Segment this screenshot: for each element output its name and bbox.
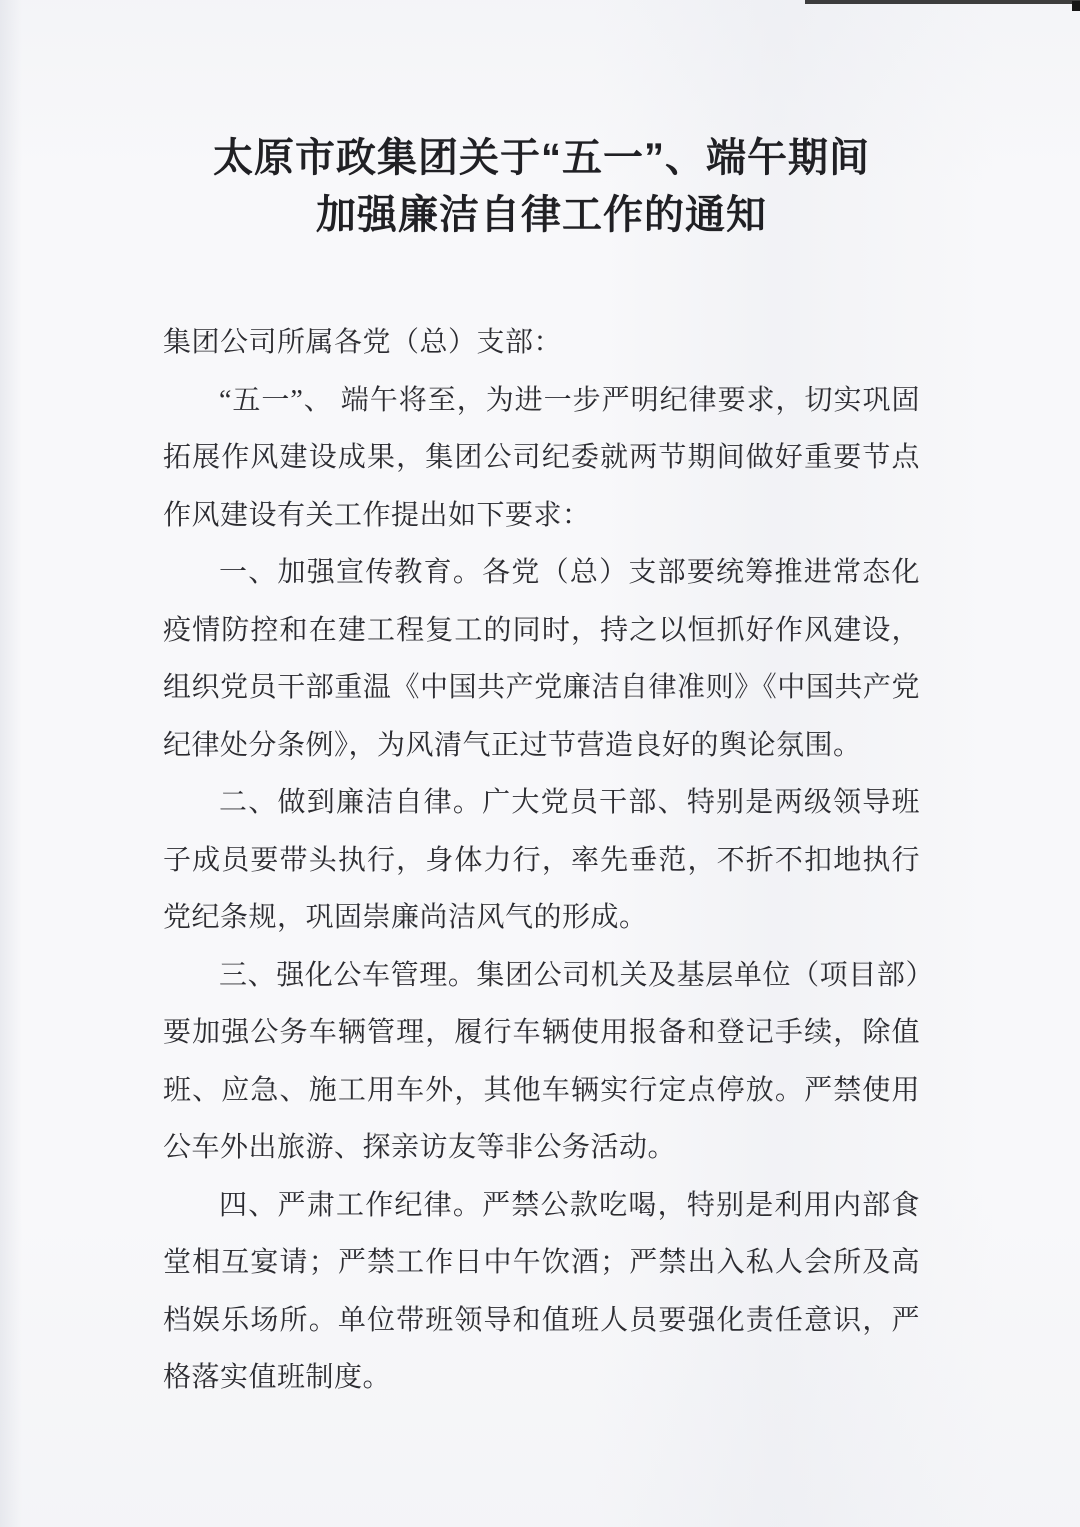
document-title-line-2: 加强廉洁自律工作的通知	[316, 193, 767, 237]
paragraph-intro: “五一”、 端午将至，为进一步严明纪律要求，切实巩固拓展作风建设成果，集团公司纪委就两节期间做好重要节点作风建设有关工作提出如下要求：	[163, 384, 920, 531]
paragraph-item-3: 三、强化公车管理。集团公司机关及基层单位（项目部）要加强公务车辆管理，履行车辆使用报备和登记手续，除值班、应急、施工用车外，其他车辆实行定点停放。严禁使用公车外出旅游、探亲访友等非公务活动。	[163, 959, 920, 1163]
document-body	[163, 314, 920, 1407]
document-title-line-1: 太原市政集团关于“五一”、端午期间	[213, 136, 870, 180]
paragraph-item-4: 四、严肃工作纪律。严禁公款吃喝，特别是利用内部食堂相互宴请；严禁工作日中午饮酒；严禁出入私人会所及高档娱乐场所。单位带班领导和值班人员要强化责任意识，严格落实值班制度。	[163, 1189, 920, 1393]
document-title	[163, 130, 920, 244]
salutation: 集团公司所属各党（总）支部：	[163, 327, 563, 358]
paragraph-item-1: 一、加强宣传教育。各党（总）支部要统筹推进常态化疫情防控和在建工程复工的同时，持之以恒抓好作风建设，组织党员干部重温《中国共产党廉洁自律准则》《中国共产党纪律处分条例》，为风清气正过节营造良好的舆论氛围。	[163, 557, 920, 761]
paragraph-item-2: 二、做到廉洁自律。广大党员干部、特别是两级领导班子成员要带头执行，身体力行，率先垂范，不折不扣地执行党纪条规，巩固崇廉尚洁风气的形成。	[163, 787, 920, 933]
